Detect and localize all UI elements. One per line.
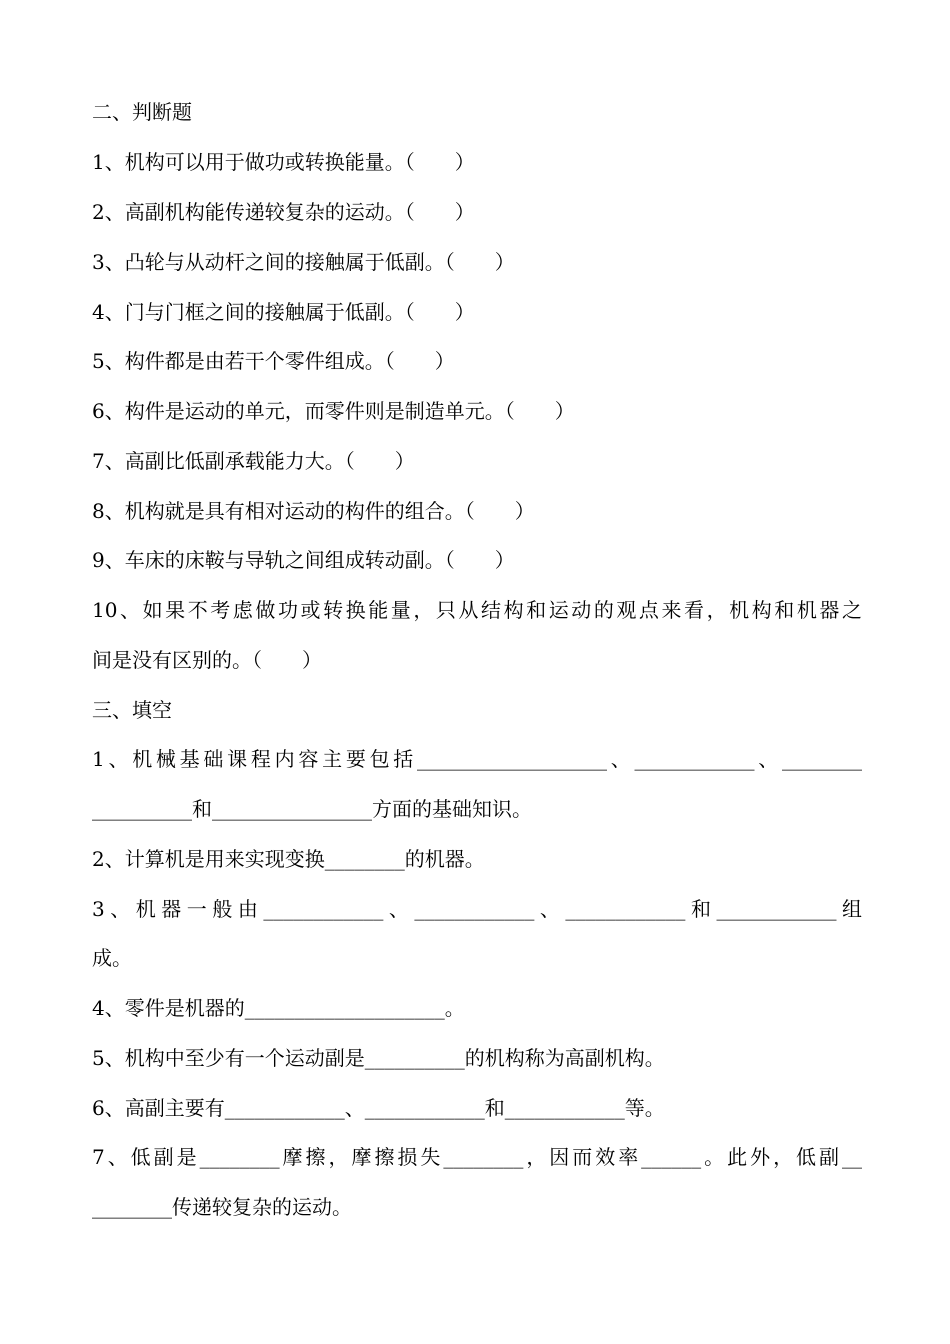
judgment-item-6: 6、构件是运动的单元，而零件则是制造单元。（ ） <box>92 399 575 423</box>
fill-q7-line1: 7、低副是________摩擦，摩擦损失________，因而效率______。此外，低副__ <box>92 1145 862 1169</box>
fill-q1-line2: __________和________________方面的基础知识。 <box>92 797 532 821</box>
fill-q6: 6、高副主要有____________、____________和____________等。 <box>92 1096 665 1120</box>
judgment-item-7: 7、高副比低副承载能力大。（ ） <box>92 449 415 473</box>
fill-q2: 2、计算机是用来实现变换________的机器。 <box>92 847 485 871</box>
fill-q7-line2: ________传递较复杂的运动。 <box>92 1195 352 1219</box>
judgment-item-4: 4、门与门框之间的接触属于低副。（ ） <box>92 300 475 324</box>
fill-q1-line1: 1、机械基础课程内容主要包括___________________、____________、________ <box>92 747 862 771</box>
fill-q4: 4、零件是机器的____________________。 <box>92 996 465 1020</box>
fill-q5: 5、机构中至少有一个运动副是__________的机构称为高副机构。 <box>92 1046 665 1070</box>
section-heading-fill: 三、填空 <box>92 698 172 722</box>
judgment-item-2: 2、高副机构能传递较复杂的运动。（ ） <box>92 200 475 224</box>
section-heading-judgment: 二、判断题 <box>92 100 192 124</box>
judgment-item-9: 9、车床的床鞍与导轨之间组成转动副。（ ） <box>92 548 515 572</box>
judgment-item-3: 3、凸轮与从动杆之间的接触属于低副。（ ） <box>92 250 515 274</box>
judgment-item-5: 5、构件都是由若干个零件组成。（ ） <box>92 349 455 373</box>
judgment-item-10-line2: 间是没有区别的。（ ） <box>92 648 322 672</box>
fill-q3-line2: 成。 <box>92 946 132 970</box>
judgment-item-10-line1: 10、如果不考虑做功或转换能量，只从结构和运动的观点来看，机构和机器之 <box>92 598 862 622</box>
fill-q3-line1: 3、机器一般由____________、____________、____________和____________组 <box>92 897 862 921</box>
judgment-item-8: 8、机构就是具有相对运动的构件的组合。（ ） <box>92 499 535 523</box>
judgment-item-1: 1、机构可以用于做功或转换能量。（ ） <box>92 150 475 174</box>
